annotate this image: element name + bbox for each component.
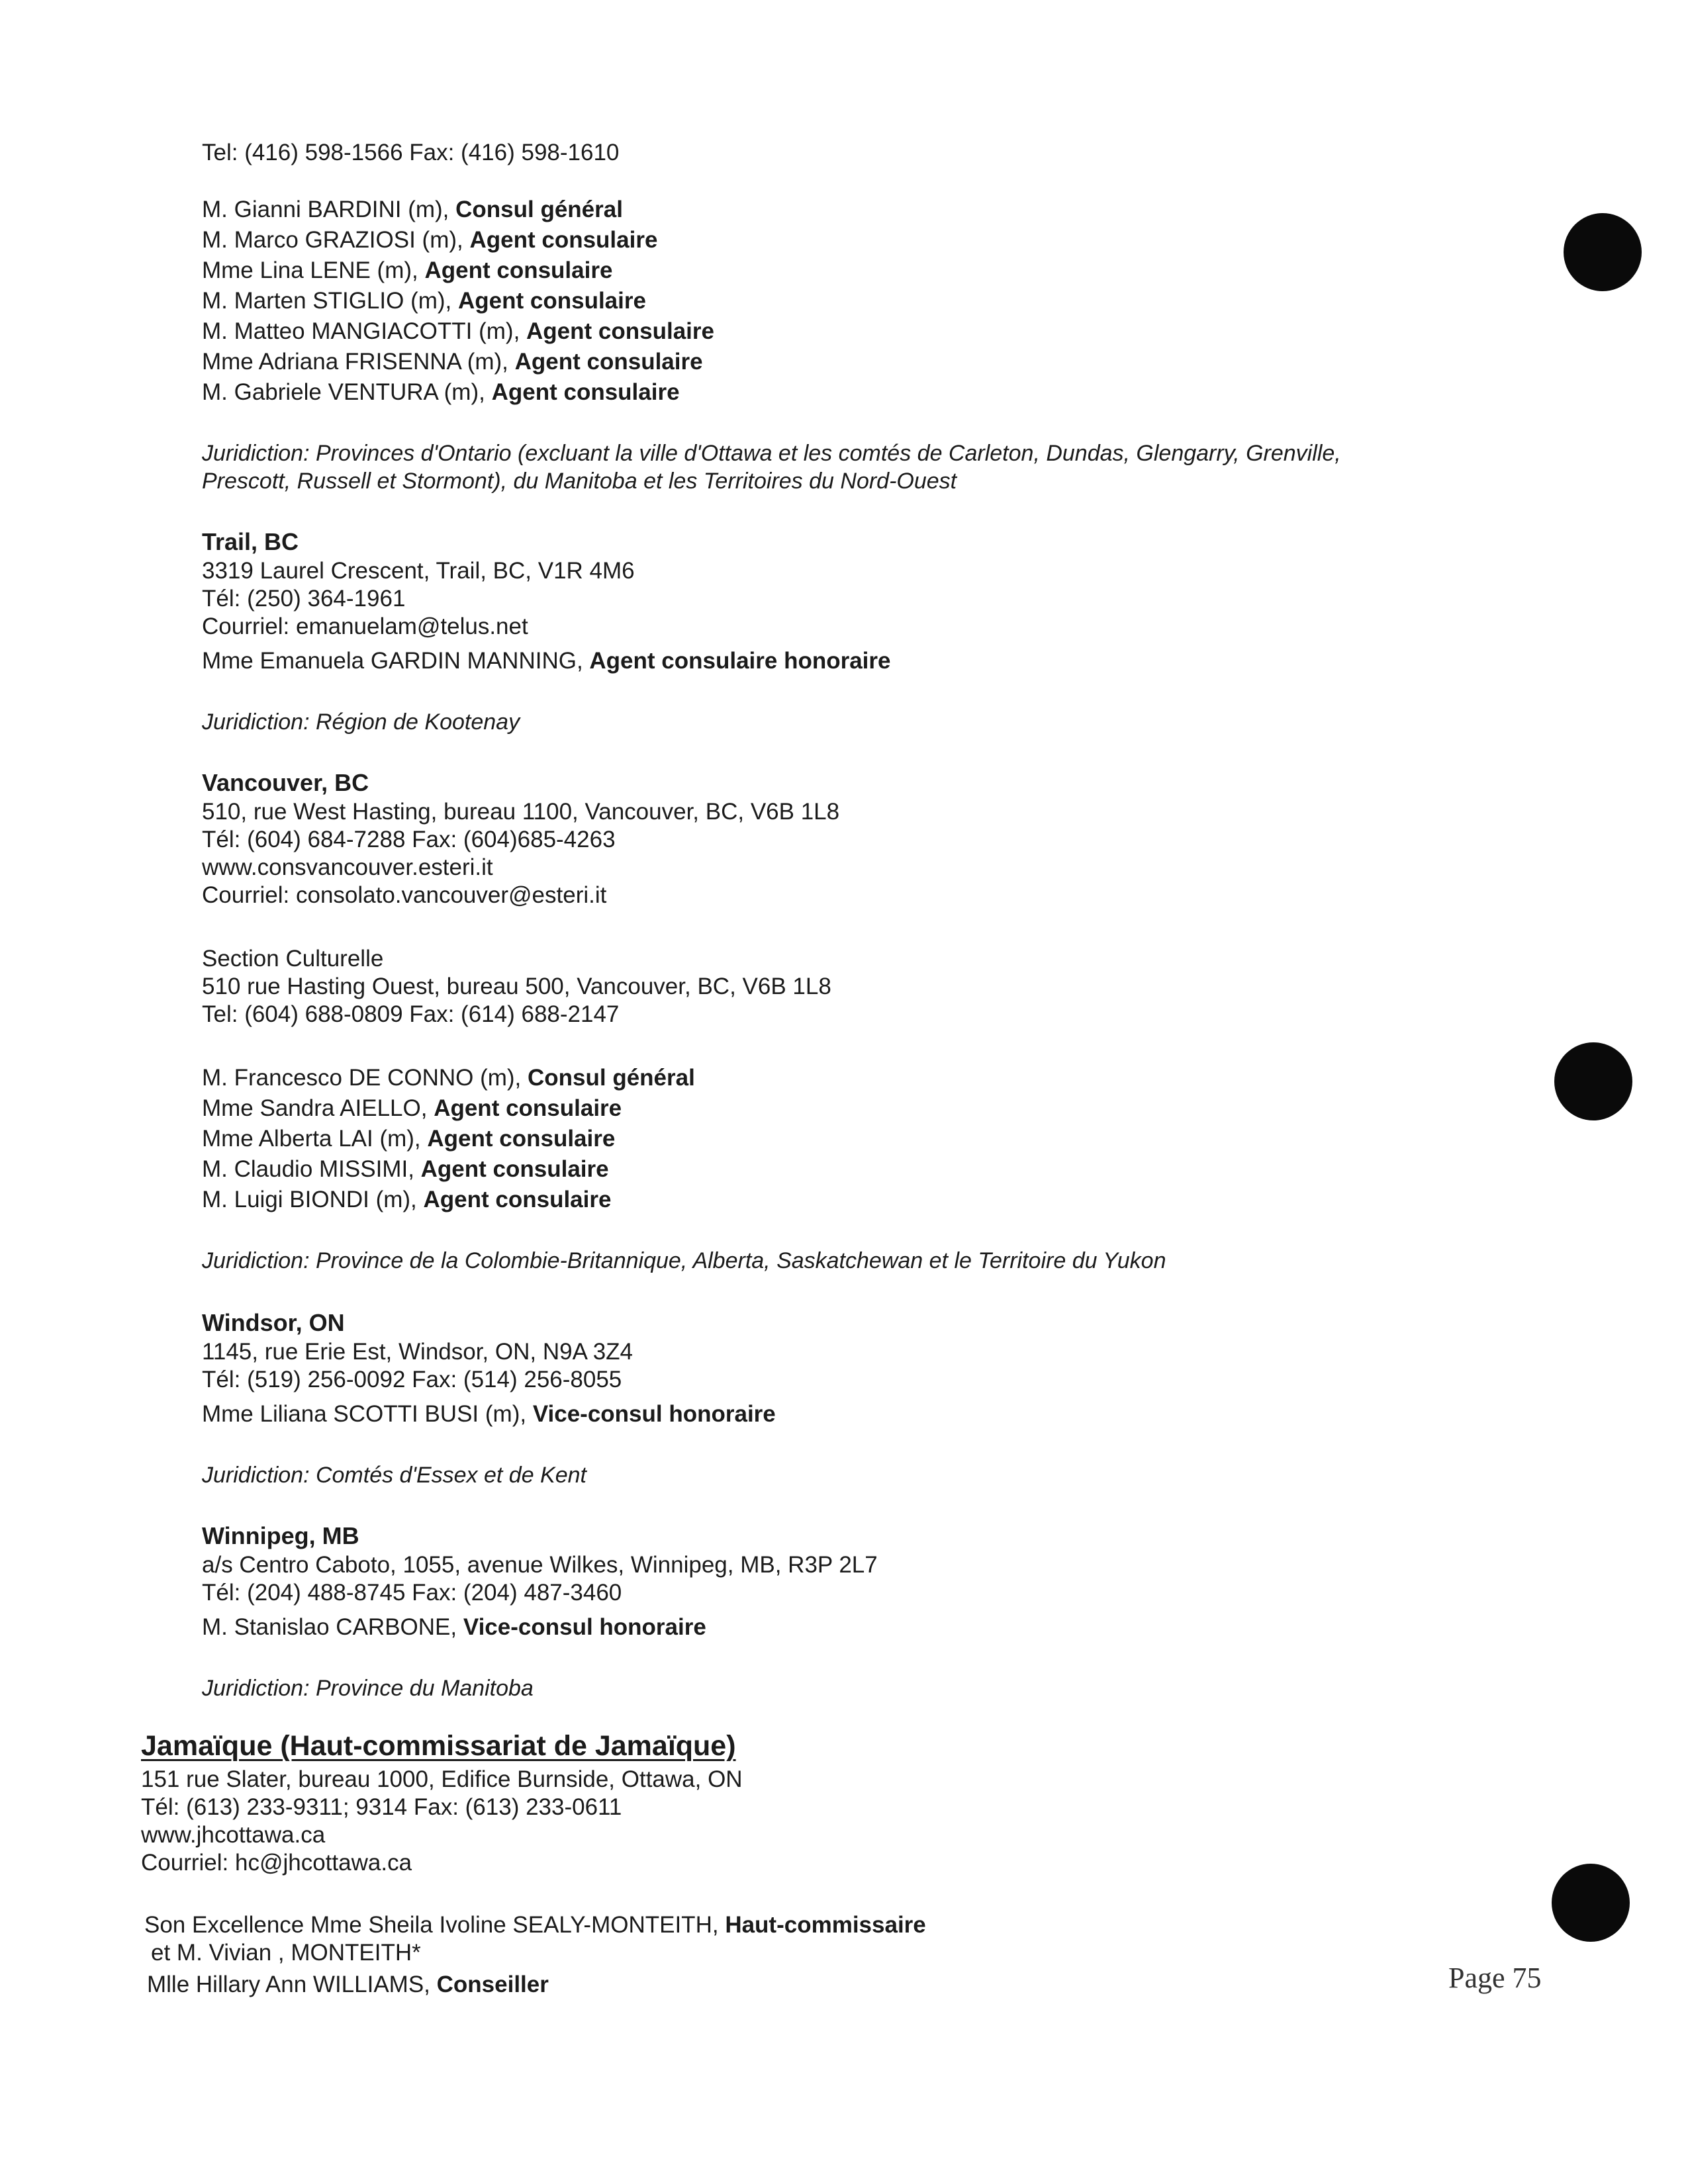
- winnipeg-jurisdiction: Juridiction: Province du Manitoba: [202, 1676, 534, 1701]
- jamaica-staff-row: [147, 1971, 549, 1999]
- staff-title: Agent consulaire: [469, 227, 658, 253]
- staff-title: Agent consulaire: [424, 257, 613, 283]
- staff-title: Consul général: [455, 197, 623, 222]
- trail-address: 3319 Laurel Crescent, Trail, BC, V1R 4M6: [202, 558, 635, 584]
- punch-hole: [1552, 1864, 1630, 1942]
- vancouver-website: www.consvancouver.esteri.it: [202, 854, 493, 880]
- winnipeg-address: a/s Centro Caboto, 1055, avenue Wilkes, Winnipeg, MB, R3P 2L7: [202, 1552, 878, 1578]
- windsor-address: 1145, rue Erie Est, Windsor, ON, N9A 3Z4: [202, 1339, 633, 1365]
- jamaica-staff-row: [144, 1911, 926, 1939]
- punch-hole: [1554, 1042, 1632, 1120]
- vancouver-tel: Tél: (604) 684-7288 Fax: (604)685-4263: [202, 827, 616, 852]
- trail-email: Courriel: emanuelam@telus.net: [202, 614, 528, 639]
- vancouver-jurisdiction: Juridiction: Province de la Colombie-Britannique, Alberta, Saskatchewan et le Territoire du Yukon: [202, 1248, 1166, 1273]
- culture-section-label: Section Culturelle: [202, 946, 384, 972]
- staff-name: M. Francesco DE CONNO (m),: [202, 1065, 522, 1091]
- staff-name: M. Marten STIGLIO (m),: [202, 288, 452, 314]
- staff-title: Agent consulaire: [423, 1187, 612, 1212]
- winnipeg-staff-row: [202, 1614, 706, 1641]
- staff-title: Agent consulaire: [526, 318, 714, 344]
- winnipeg-tel: Tél: (204) 488-8745 Fax: (204) 487-3460: [202, 1580, 622, 1606]
- staff-name: Son Excellence Mme Sheila Ivoline SEALY-MONTEITH,: [144, 1912, 719, 1938]
- toronto-jurisdiction-line: Prescott, Russell et Stormont), du Manitoba et les Territoires du Nord-Ouest: [202, 469, 957, 494]
- vancouver-staff-row: [202, 1064, 695, 1092]
- staff-name: Mme Sandra AIELLO,: [202, 1095, 428, 1121]
- staff-name: M. Matteo MANGIACOTTI (m),: [202, 318, 520, 344]
- toronto-staff-row: [202, 226, 657, 254]
- staff-title: Vice-consul honoraire: [463, 1614, 706, 1640]
- staff-name: Mme Adriana FRISENNA (m),: [202, 349, 508, 375]
- windsor-jurisdiction: Juridiction: Comtés d'Essex et de Kent: [202, 1463, 586, 1488]
- staff-name: Mme Liliana SCOTTI BUSI (m),: [202, 1401, 527, 1427]
- vancouver-staff-row: [202, 1156, 609, 1183]
- toronto-staff-row: [202, 257, 612, 285]
- staff-title: Agent consulaire honoraire: [589, 648, 891, 674]
- toronto-staff-row: [202, 196, 623, 224]
- staff-name: Mme Emanuela GARDIN MANNING,: [202, 648, 583, 674]
- trail-staff-row: [202, 647, 891, 675]
- staff-name: M. Gabriele VENTURA (m),: [202, 379, 485, 405]
- staff-name: M. Gianni BARDINI (m),: [202, 197, 449, 222]
- staff-title: Agent consulaire: [491, 379, 680, 405]
- trail-heading: Trail, BC: [202, 528, 299, 555]
- punch-hole: [1564, 213, 1642, 291]
- winnipeg-heading: Winnipeg, MB: [202, 1522, 359, 1549]
- toronto-jurisdiction-line: Juridiction: Provinces d'Ontario (excluant la ville d'Ottawa et les comtés de Carleton, Dundas, Glengarry, Grenville,: [202, 441, 1341, 466]
- trail-jurisdiction: Juridiction: Région de Kootenay: [202, 709, 520, 735]
- staff-name: Mme Alberta LAI (m),: [202, 1126, 421, 1152]
- culture-tel: Tel: (604) 688-0809 Fax: (614) 688-2147: [202, 1001, 620, 1027]
- staff-title: Haut-commissaire: [725, 1912, 926, 1938]
- staff-name: M. Stanislao CARBONE,: [202, 1614, 457, 1640]
- toronto-staff-row: [202, 287, 646, 315]
- toronto-staff-row: [202, 379, 680, 406]
- vancouver-staff-row: [202, 1186, 611, 1214]
- staff-title: Agent consulaire: [514, 349, 703, 375]
- vancouver-staff-row: [202, 1095, 622, 1122]
- toronto-tel: Tel: (416) 598-1566 Fax: (416) 598-1610: [202, 140, 620, 165]
- staff-title: Vice-consul honoraire: [532, 1401, 776, 1427]
- staff-title: Agent consulaire: [420, 1156, 609, 1182]
- staff-name: Mlle Hillary Ann WILLIAMS,: [147, 1972, 430, 1997]
- vancouver-heading: Vancouver, BC: [202, 769, 369, 796]
- staff-name: M. Claudio MISSIMI,: [202, 1156, 414, 1182]
- vancouver-email: Courriel: consolato.vancouver@esteri.it: [202, 882, 607, 908]
- culture-address: 510 rue Hasting Ouest, bureau 500, Vancouver, BC, V6B 1L8: [202, 974, 831, 999]
- staff-name: M. Marco GRAZIOSI (m),: [202, 227, 463, 253]
- vancouver-staff-row: [202, 1125, 615, 1153]
- jamaica-website: www.jhcottawa.ca: [141, 1822, 326, 1848]
- jamaica-address: 151 rue Slater, bureau 1000, Edifice Burnside, Ottawa, ON: [141, 1766, 743, 1792]
- windsor-heading: Windsor, ON: [202, 1309, 345, 1336]
- staff-title: Agent consulaire: [434, 1095, 622, 1121]
- staff-title: Agent consulaire: [427, 1126, 616, 1152]
- jamaica-tel: Tél: (613) 233-9311; 9314 Fax: (613) 233-0611: [141, 1794, 622, 1820]
- toronto-staff-row: [202, 318, 714, 345]
- vancouver-address: 510, rue West Hasting, bureau 1100, Vancouver, BC, V6B 1L8: [202, 799, 840, 825]
- staff-title: Conseiller: [436, 1972, 549, 1997]
- windsor-staff-row: [202, 1400, 776, 1428]
- staff-name: M. Luigi BIONDI (m),: [202, 1187, 417, 1212]
- staff-title: Agent consulaire: [458, 288, 646, 314]
- jamaica-email: Courriel: hc@jhcottawa.ca: [141, 1850, 412, 1876]
- staff-name: Mme Lina LENE (m),: [202, 257, 418, 283]
- windsor-tel: Tél: (519) 256-0092 Fax: (514) 256-8055: [202, 1367, 622, 1392]
- jamaica-heading: Jamaïque (Haut-commissariat de Jamaïque): [141, 1730, 736, 1762]
- trail-tel: Tél: (250) 364-1961: [202, 586, 406, 612]
- jamaica-staff-spouse: et M. Vivian , MONTEITH*: [151, 1940, 421, 1966]
- page-number: Page 75: [1448, 1962, 1542, 1994]
- toronto-staff-row: [202, 348, 703, 376]
- staff-title: Consul général: [528, 1065, 695, 1091]
